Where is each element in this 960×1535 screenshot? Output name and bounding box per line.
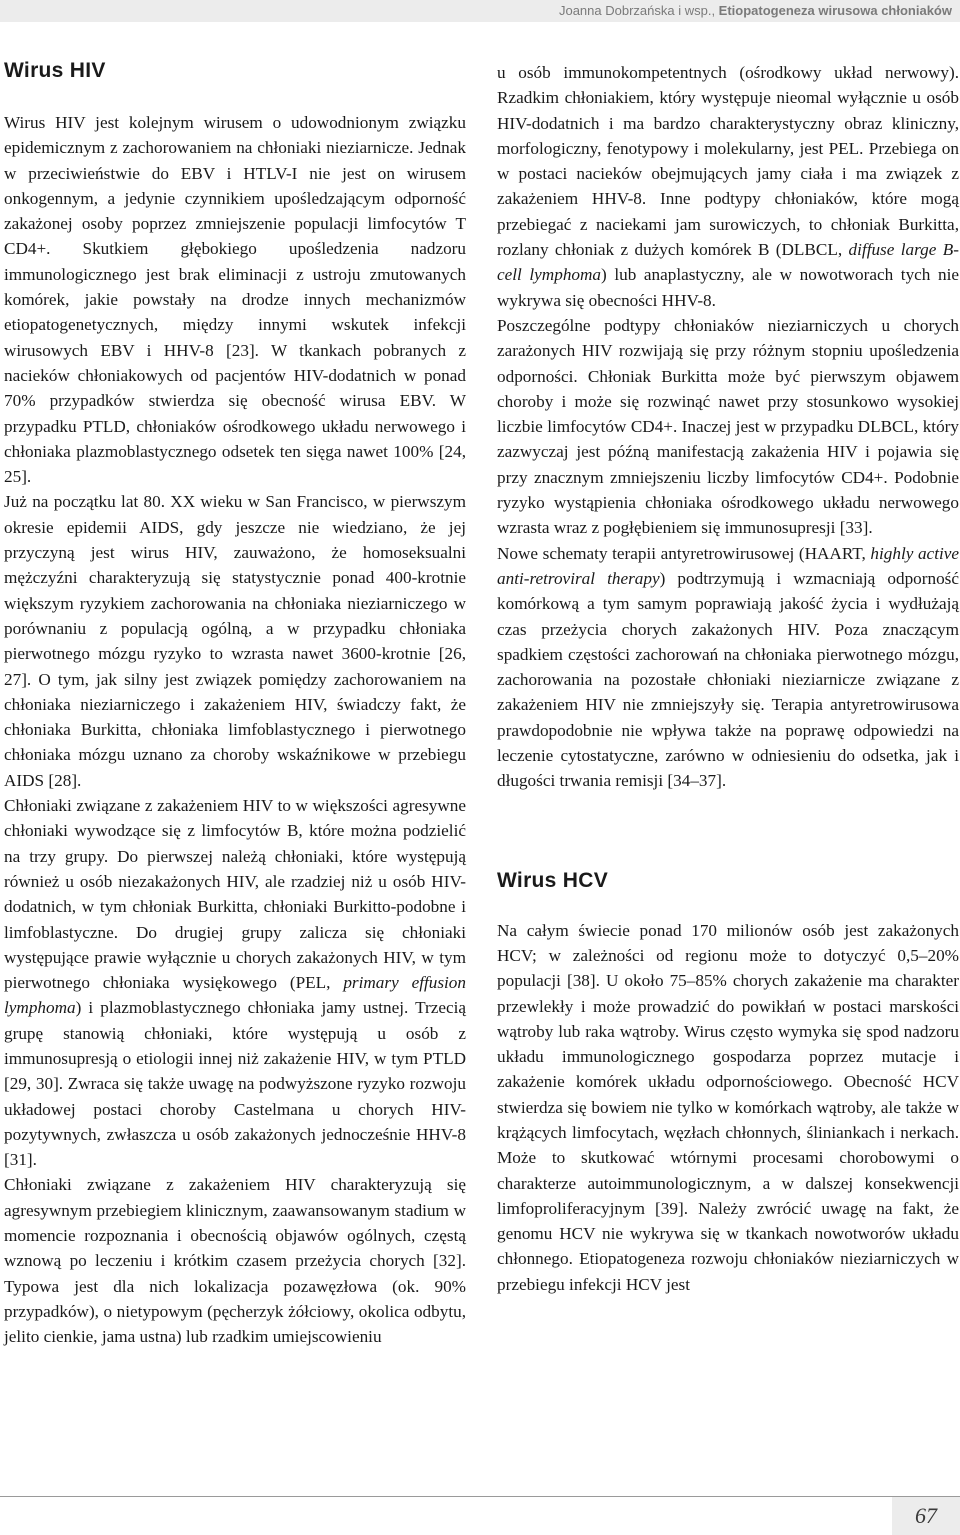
paragraph [497, 541, 959, 794]
paragraph-text: u osób immunokompetentnych (ośrodkowy układ nerwowy). Rzadkim chłoniakiem, który występuje nieomal wyłącznie u osób HIV-dodatnich i ma bardzo charakterystyczny obraz kliniczny, morfologiczny, fenotypowy i molekularny, jest PEL. Przebiega on w postaci nacieków obejmujących jamy ciała i ma związek z zakażeniem HHV-8. Inne podtypy chłoniaków, które mogą przebiegać z naciekami jam surowiczych, to chłoniak Burkitta, rozlany chłoniak z dużych komórek B (DLBCL, [497, 63, 959, 260]
footer-divider [0, 1496, 960, 1497]
paragraph-text: Nowe schematy terapii antyretrowirusowej (HAART, [497, 543, 871, 563]
italic-term: primary effusion lymphoma [4, 973, 466, 1018]
left-column [4, 52, 466, 1350]
italic-term: diffuse large B-cell lymphoma [497, 240, 959, 285]
section-heading-hiv: Wirus HIV [4, 59, 106, 82]
header-article-title: Etiopatogeneza wirusowa chłoniaków [718, 3, 952, 18]
paragraph: Na całym świecie ponad 170 milionów osób jest zakażonych HCV; w zależności od regionu może to dotyczyć 0,5–20% populacji [38]. U około 75–85% chorych zakażenie ma charakter przewlekły i może prowadzić do powikłań w postaci marskości wątroby lub raka wątroby. Wirus często wymyka się spod nadzoru układu immunologicznego gospodarza poprzez mutacje i zakażenie komórek układu odpornościowego. Obecność HCV stwierdza się bowiem nie tylko w komórkach wątroby, ale także w krążących limfocytach, węzłach chłonnych, śliniankach i nerkach. Może to skutkować wtórnymi procesami chorobowymi o charakterze autoimmunologicznym, a w dalszej konsekwencji limfoproliferacyjnym [39]. Należy zwrócić uwagę na fakt, że genomu HCV nie wykrywa się w tkankach nowotworów układu chłonnego. Etiopatogeneza rozwoju chłoniaków nieziarniczych w przebiegu infekcji HCV jest [497, 920, 959, 1294]
paragraph: Wirus HIV jest kolejnym wirusem o udowodnionym związku epidemicznym z zachorowaniem na chłoniaki nieziarnicze. Jednak w przeciwieństwie do EBV i HTLV-I nie jest on wirusem onkogennym, a jedynie czynnikiem upośledzającym odporność zakażonej osoby poprzez zmniejszenie populacji limfocytów T CD4+. Skutkiem głębokiego upośledzenia nadzoru immunologicznego jest brak eliminacji z ustroju zmutowanych komórek, jakie powstały na drodze innych mechanizmów etiopatogenetycznych, między innymi wskutek infekcji wirusowych EBV i HHV-8 [23]. W tkankach pobranych z nacieków chłoniakowych od pacjentów HIV-dodatnich w ponad 70% przypadków stwierdza się obecność wirusa EBV. W przypadku PTLD, chłoniaków ośrodkowego układu nerwowego i chłoniaka plazmoblastycznego odsetek ten sięga nawet 100% [24, 25]. [4, 113, 466, 487]
paragraph: Chłoniaki związane z zakażeniem HIV charakteryzują się agresywnym przebiegiem klinicznym, zaawansowanym stadium w momencie rozpoznania i obecnością objawów ogólnych, częstą wznową po leczeniu i krótkim czasem przeżycia chorych [32]. Typowa jest dla nich lokalizacja pozawęzłowa (ok. 90% przypadków), o nietypowym (pęcherzyk żółciowy, okolica odbytu, jelito cienkie, jama ustna) lub rzadkim umiejscowieniu [4, 1175, 466, 1347]
running-header [0, 0, 960, 22]
header-authors: Joanna Dobrzańska i wsp., [558, 3, 719, 18]
paragraph-text: ) lub anaplastyczny, ale w nowotworach tych nie wykrywa się obecności HHV-8. [497, 265, 959, 310]
paragraph-text: ) i plazmoblastycznego chłoniaka jamy ustnej. Trzecią grupę stanowią chłoniaki, które występują u osób z immunosupresją o etiologii innej niż zakażenie HIV, w tym PTLD [29, 30]. Zwraca się także uwagę na podwyższone ryzyko rozwoju układowej postaci choroby Castelmana u chorych HIV-pozytywnych, zwłaszcza u osób zakażonych jednocześnie HHV-8 [31]. [4, 998, 466, 1170]
right-column [497, 60, 959, 1297]
section-heading-hcv: Wirus HCV [497, 868, 609, 892]
paragraph [497, 60, 959, 313]
italic-term: highly active anti-retroviral therapy [497, 543, 959, 588]
paragraph [4, 793, 466, 1172]
page-number: 67 [892, 1497, 960, 1535]
paragraph: Już na początku lat 80. XX wieku w San Francisco, w pierwszym okresie epidemii AIDS, gdy jeszcze nie wiedziano, że jej przyczyną jest wirus HIV, zauważono, że homoseksualni mężczyźni charakteryzują się statystycznie ponad 400-krotnie większym ryzykiem zachorowania na chłoniaka nieziarniczego w porównaniu z populacją ogólną, a w przypadku chłoniaka pierwotnego mózgu ryzyko to wzrasta nawet 3600-krotnie [26, 27]. O tym, jak silny jest związek pomiędzy zachorowaniem na chłoniaka nieziarniczego i zakażeniem HIV, świadczy fakt, że chłoniaka Burkitta, chłoniaka limfoblastycznego i pierwotnego chłoniaka mózgu uznano za choroby wskaźnikowe w przebiegu AIDS [28]. [4, 492, 466, 790]
paragraph-text: ) podtrzymują i wzmacniają odporność komórkową a tym samym poprawiają jakość życia i wydłużają czas przeżycia chorych zakażonych HIV. Poza znaczącym spadkiem częstości zachorowań na chłoniaka pierwotnego mózgu, zachorowania na pozostałe chłoniaki nieziarnicze związane z zakażeniem HIV nie zmniejszyły się. Terapia antyretrowirusowa prawdopodobnie nie wpływa także na poprawę odpowiedzi na leczenie cytostatyczne, zarówno w odniesieniu do odsetka, jak i długości trwania remisji [34–37]. [497, 568, 959, 791]
paragraph: Poszczególne podtypy chłoniaków nieziarniczych u chorych zarażonych HIV rozwijają się przy różnym stopniu upośledzenia odporności. Chłoniak Burkitta może być pierwszym objawem choroby i może się rozwinąć nawet przy stosunkowo wysokiej liczbie limfocytów CD4+. Inaczej jest w przypadku DLBCL, który zazwyczaj jest późną manifestacją zakażenia HIV i pojawia się przy znacznym zmniejszeniu liczby limfocytów CD4+. Podobnie ryzyko wystąpienia chłoniaka ośrodkowego układu nerwowego wzrasta wraz z pogłębieniem się immunosupresji [33]. [497, 315, 959, 538]
paragraph-text: Chłoniaki związane z zakażeniem HIV to w większości agresywne chłoniaki wywodzące się z limfocytów B, które można podzielić na trzy grupy. Do pierwszej należą chłoniaki, które występują również u osób niezakażonych HIV, ale rzadziej niż u osób HIV-dodatnich, w tym chłoniak Burkitta, chłoniaki Burkitto-podobne i limfoblastyczne. Do drugiej grupy zalicza się chłoniaki występujące prawie wyłącznie u chorych zakażonych HIV, w tym pierwotnego chłoniaka wysiękowego (PEL, [4, 796, 466, 993]
